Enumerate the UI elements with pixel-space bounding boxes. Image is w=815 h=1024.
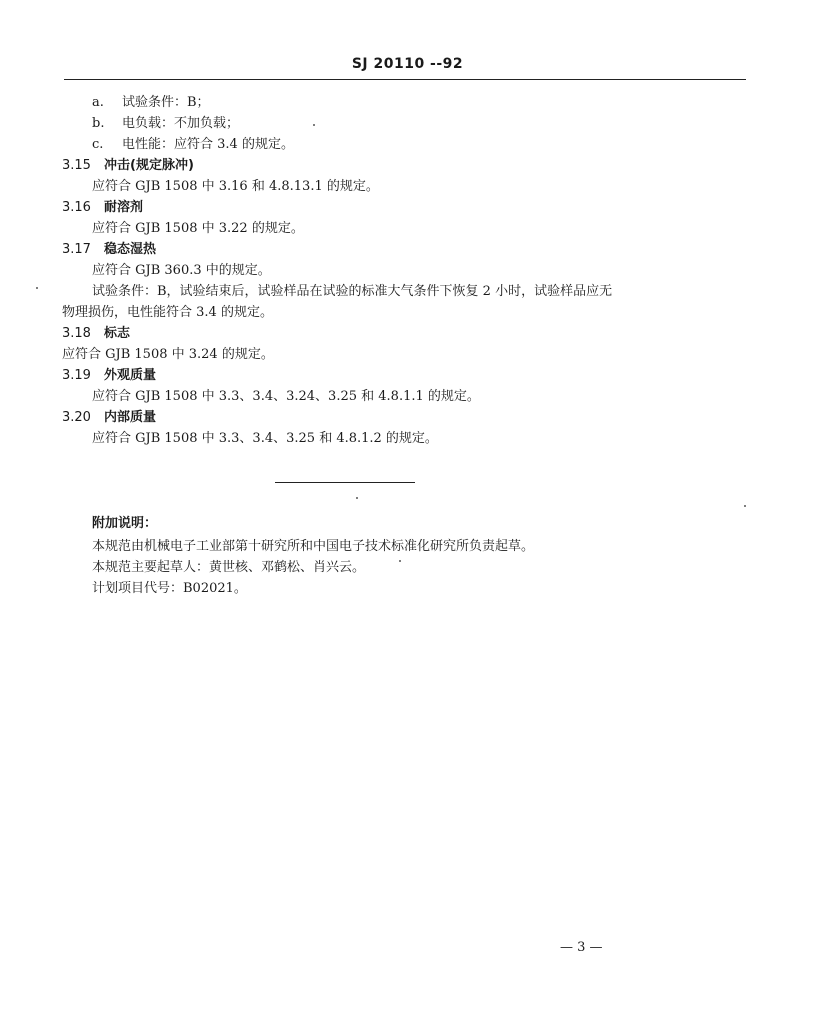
scan-speck xyxy=(356,497,358,499)
list-item-c xyxy=(92,137,294,153)
section-body-3-17-condition: 试验条件：B，试验结束后，试验样品在试验的标准大气条件下恢复 2 小时，试验样品应无 xyxy=(92,284,613,299)
list-text: 试验条件：B； xyxy=(122,95,210,110)
section-number: 3.19 xyxy=(62,368,91,383)
list-text: 电负载：不加负载； xyxy=(122,116,240,131)
section-body-3-19: 应符合 GJB 1508 中 3.3、3.4、3.24、3.25 和 4.8.1.1 的规定。 xyxy=(92,389,480,404)
section-body-3-17: 应符合 GJB 360.3 中的规定。 xyxy=(92,263,271,278)
section-heading-3-16 xyxy=(62,200,143,216)
section-title: 外观质量 xyxy=(104,368,157,383)
list-marker: c. xyxy=(92,137,104,152)
section-title: 耐溶剂 xyxy=(104,200,144,215)
section-body-3-15: 应符合 GJB 1508 中 3.16 和 4.8.13.1 的规定。 xyxy=(92,179,379,194)
document-code-header: SJ 20110 --92 xyxy=(351,56,464,72)
section-heading-3-15 xyxy=(62,158,194,174)
section-heading-3-17 xyxy=(62,242,156,258)
scan-speck xyxy=(36,287,38,289)
section-heading-3-20 xyxy=(62,410,156,426)
header-rule xyxy=(64,79,746,80)
section-number: 3.16 xyxy=(62,200,91,215)
section-divider xyxy=(275,482,415,483)
section-body-3-20: 应符合 GJB 1508 中 3.3、3.4、3.25 和 4.8.1.2 的规定。 xyxy=(92,431,438,446)
list-text: 电性能：应符合 3.4 的规定。 xyxy=(122,137,294,152)
section-number: 3.15 xyxy=(62,158,91,173)
section-number: 3.18 xyxy=(62,326,91,341)
section-title: 标志 xyxy=(104,326,131,341)
section-heading-3-18 xyxy=(62,326,130,342)
notes-title: 附加说明： xyxy=(92,516,158,531)
section-number: 3.20 xyxy=(62,410,91,425)
section-body-3-18: 应符合 GJB 1508 中 3.24 的规定。 xyxy=(62,347,274,362)
scan-speck xyxy=(399,560,401,562)
list-item-a xyxy=(92,95,210,111)
section-title: 稳态湿热 xyxy=(104,242,157,257)
section-number: 3.17 xyxy=(62,242,91,257)
section-body-3-17-continuation: 物理损伤，电性能符合 3.4 的规定。 xyxy=(62,305,273,320)
list-item-b xyxy=(92,116,239,132)
list-marker: a. xyxy=(92,95,104,110)
notes-line: 计划项目代号：B02021。 xyxy=(92,581,247,596)
page-number: — 3 — xyxy=(560,940,603,955)
notes-line: 本规范由机械电子工业部第十研究所和中国电子技术标准化研究所负责起草。 xyxy=(92,539,535,554)
notes-line: 本规范主要起草人：黄世核、邓鹤松、肖兴云。 xyxy=(92,560,366,575)
list-marker: b. xyxy=(92,116,105,131)
section-body-3-16: 应符合 GJB 1508 中 3.22 的规定。 xyxy=(92,221,304,236)
section-title: 内部质量 xyxy=(104,410,157,425)
section-title: 冲击(规定脉冲) xyxy=(104,158,194,173)
section-heading-3-19 xyxy=(62,368,156,384)
scan-speck xyxy=(313,124,315,126)
scan-speck xyxy=(744,505,746,507)
